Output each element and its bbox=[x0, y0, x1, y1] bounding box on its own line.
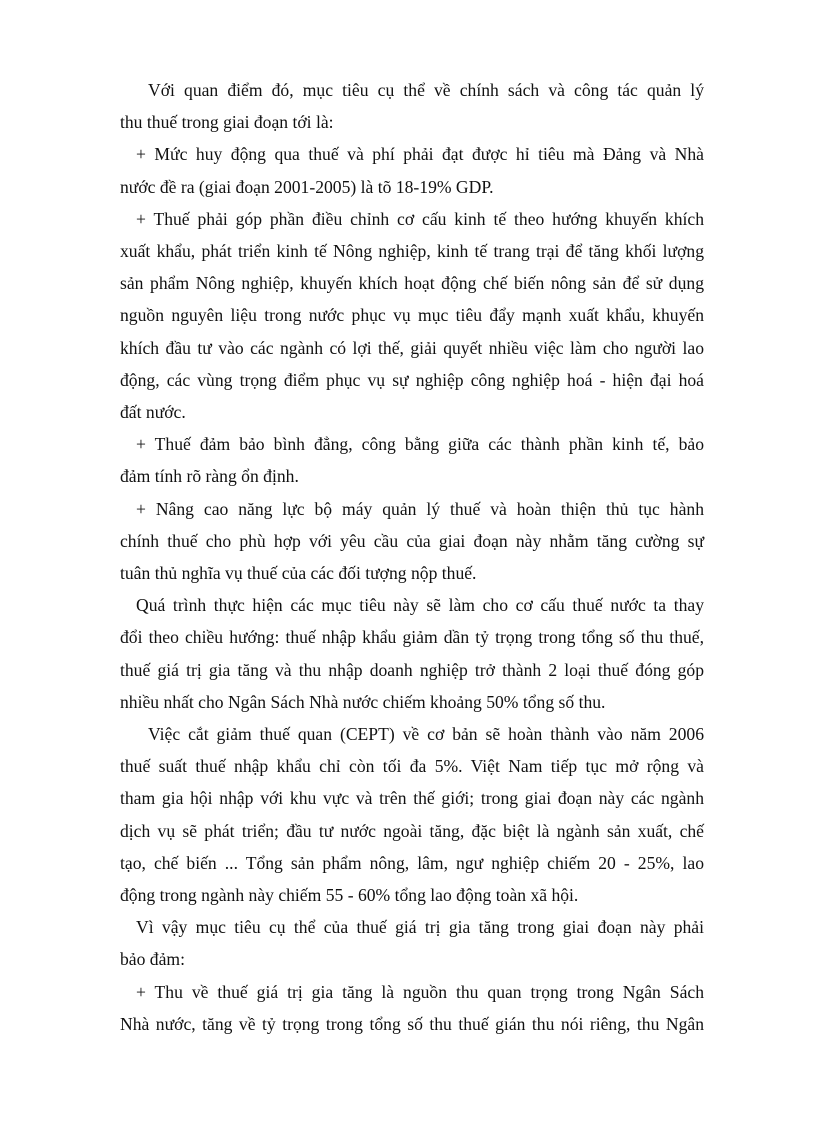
paragraph-1 bbox=[120, 74, 704, 138]
text-line: Nhà nước, tăng về tỷ trọng trong tổng số thu thuế gián thu nói riêng, thu Ngân bbox=[120, 1013, 704, 1034]
text-line: nguồn nguyên liệu trong nước phục vụ mục tiêu đẩy mạnh xuất khẩu, khuyến bbox=[120, 305, 704, 326]
text-line: + Mức huy động qua thuế và phí phải đạt được hỉ tiêu mà Đảng và Nhà bbox=[136, 144, 704, 165]
text-line: Quá trình thực hiện các mục tiêu này sẽ làm cho cơ cấu thuế nước ta thay bbox=[136, 595, 704, 616]
text-line: đảm tính rõ ràng ổn định. bbox=[120, 466, 299, 487]
text-line: thu thuế trong giai đoạn tới là: bbox=[120, 112, 334, 133]
text-line: + Thuế phải góp phần điều chỉnh cơ cấu kinh tế theo hướng khuyến khích bbox=[136, 208, 704, 229]
paragraph-7 bbox=[120, 718, 704, 911]
text-line: Việc cắt giảm thuế quan (CEPT) về cơ bản sẽ hoàn thành vào năm 2006 bbox=[148, 724, 704, 745]
paragraph-5 bbox=[120, 493, 704, 590]
text-line: xuất khẩu, phát triển kinh tế Nông nghiệp, kinh tế trang trại để tăng khối lượng bbox=[120, 241, 704, 262]
paragraph-6 bbox=[120, 589, 704, 718]
paragraph-8 bbox=[120, 911, 704, 975]
text-line: động trong ngành này chiếm 55 - 60% tổng lao động toàn xã hội. bbox=[120, 885, 579, 906]
text-line: động, các vùng trọng điểm phục vụ sự nghiệp công nghiệp hoá - hiện đại hoá bbox=[120, 369, 704, 390]
text-line: bảo đảm: bbox=[120, 949, 185, 970]
text-line: đất nước. bbox=[120, 402, 186, 423]
text-line: tham gia hội nhập với khu vực và trên thế giới; trong giai đoạn này các ngành bbox=[120, 788, 704, 809]
text-line: tạo, chế biến ... Tổng sản phẩm nông, lâm, ngư nghiệp chiếm 20 - 25%, lao bbox=[120, 852, 704, 873]
text-line: nước đề ra (giai đoạn 2001-2005) là tõ 18-19% GDP. bbox=[120, 176, 494, 197]
paragraph-9 bbox=[120, 976, 704, 1040]
text-line: dịch vụ sẽ phát triển; đầu tư nước ngoài tăng, đặc biệt là ngành sản xuất, chế bbox=[120, 820, 704, 841]
paragraph-3 bbox=[120, 203, 704, 428]
text-line: thuế suất thuế nhập khẩu chỉ còn tối đa 5%. Việt Nam tiếp tục mở rộng và bbox=[120, 756, 704, 777]
text-line: đổi theo chiều hướng: thuế nhập khẩu giảm dần tỷ trọng trong tổng số thu thuế, bbox=[120, 627, 704, 648]
text-line: Vì vậy mục tiêu cụ thể của thuế giá trị gia tăng trong giai đoạn này phải bbox=[136, 917, 704, 938]
text-line: sản phẩm Nông nghiệp, khuyến khích hoạt động chế biến nông sản để sử dụng bbox=[120, 273, 704, 294]
paragraph-4 bbox=[120, 428, 704, 492]
text-line: Với quan điểm đó, mục tiêu cụ thể về chính sách và công tác quản lý bbox=[148, 80, 704, 100]
text-line: thuế giá trị gia tăng và thu nhập doanh nghiệp trở thành 2 loại thuế đóng góp bbox=[120, 659, 704, 680]
text-line: + Thuế đảm bảo bình đẳng, công bằng giữa các thành phần kinh tế, bảo bbox=[136, 434, 704, 455]
text-line: nhiều nhất cho Ngân Sách Nhà nước chiếm khoảng 50% tổng số thu. bbox=[120, 691, 606, 712]
text-line: + Thu về thuế giá trị gia tăng là nguồn thu quan trọng trong Ngân Sách bbox=[136, 981, 704, 1002]
paragraph-2 bbox=[120, 138, 704, 202]
text-line: tuân thủ nghĩa vụ thuế của các đối tượng nộp thuế. bbox=[120, 563, 477, 584]
text-line: khích đầu tư vào các ngành có lợi thế, giải quyết nhiều việc làm cho người lao bbox=[120, 337, 704, 358]
text-line: chính thuế cho phù hợp với yêu cầu của giai đoạn này nhằm tăng cường sự bbox=[120, 530, 704, 551]
document-page bbox=[120, 74, 704, 1040]
text-line: + Nâng cao năng lực bộ máy quản lý thuế và hoàn thiện thủ tục hành bbox=[136, 498, 704, 519]
